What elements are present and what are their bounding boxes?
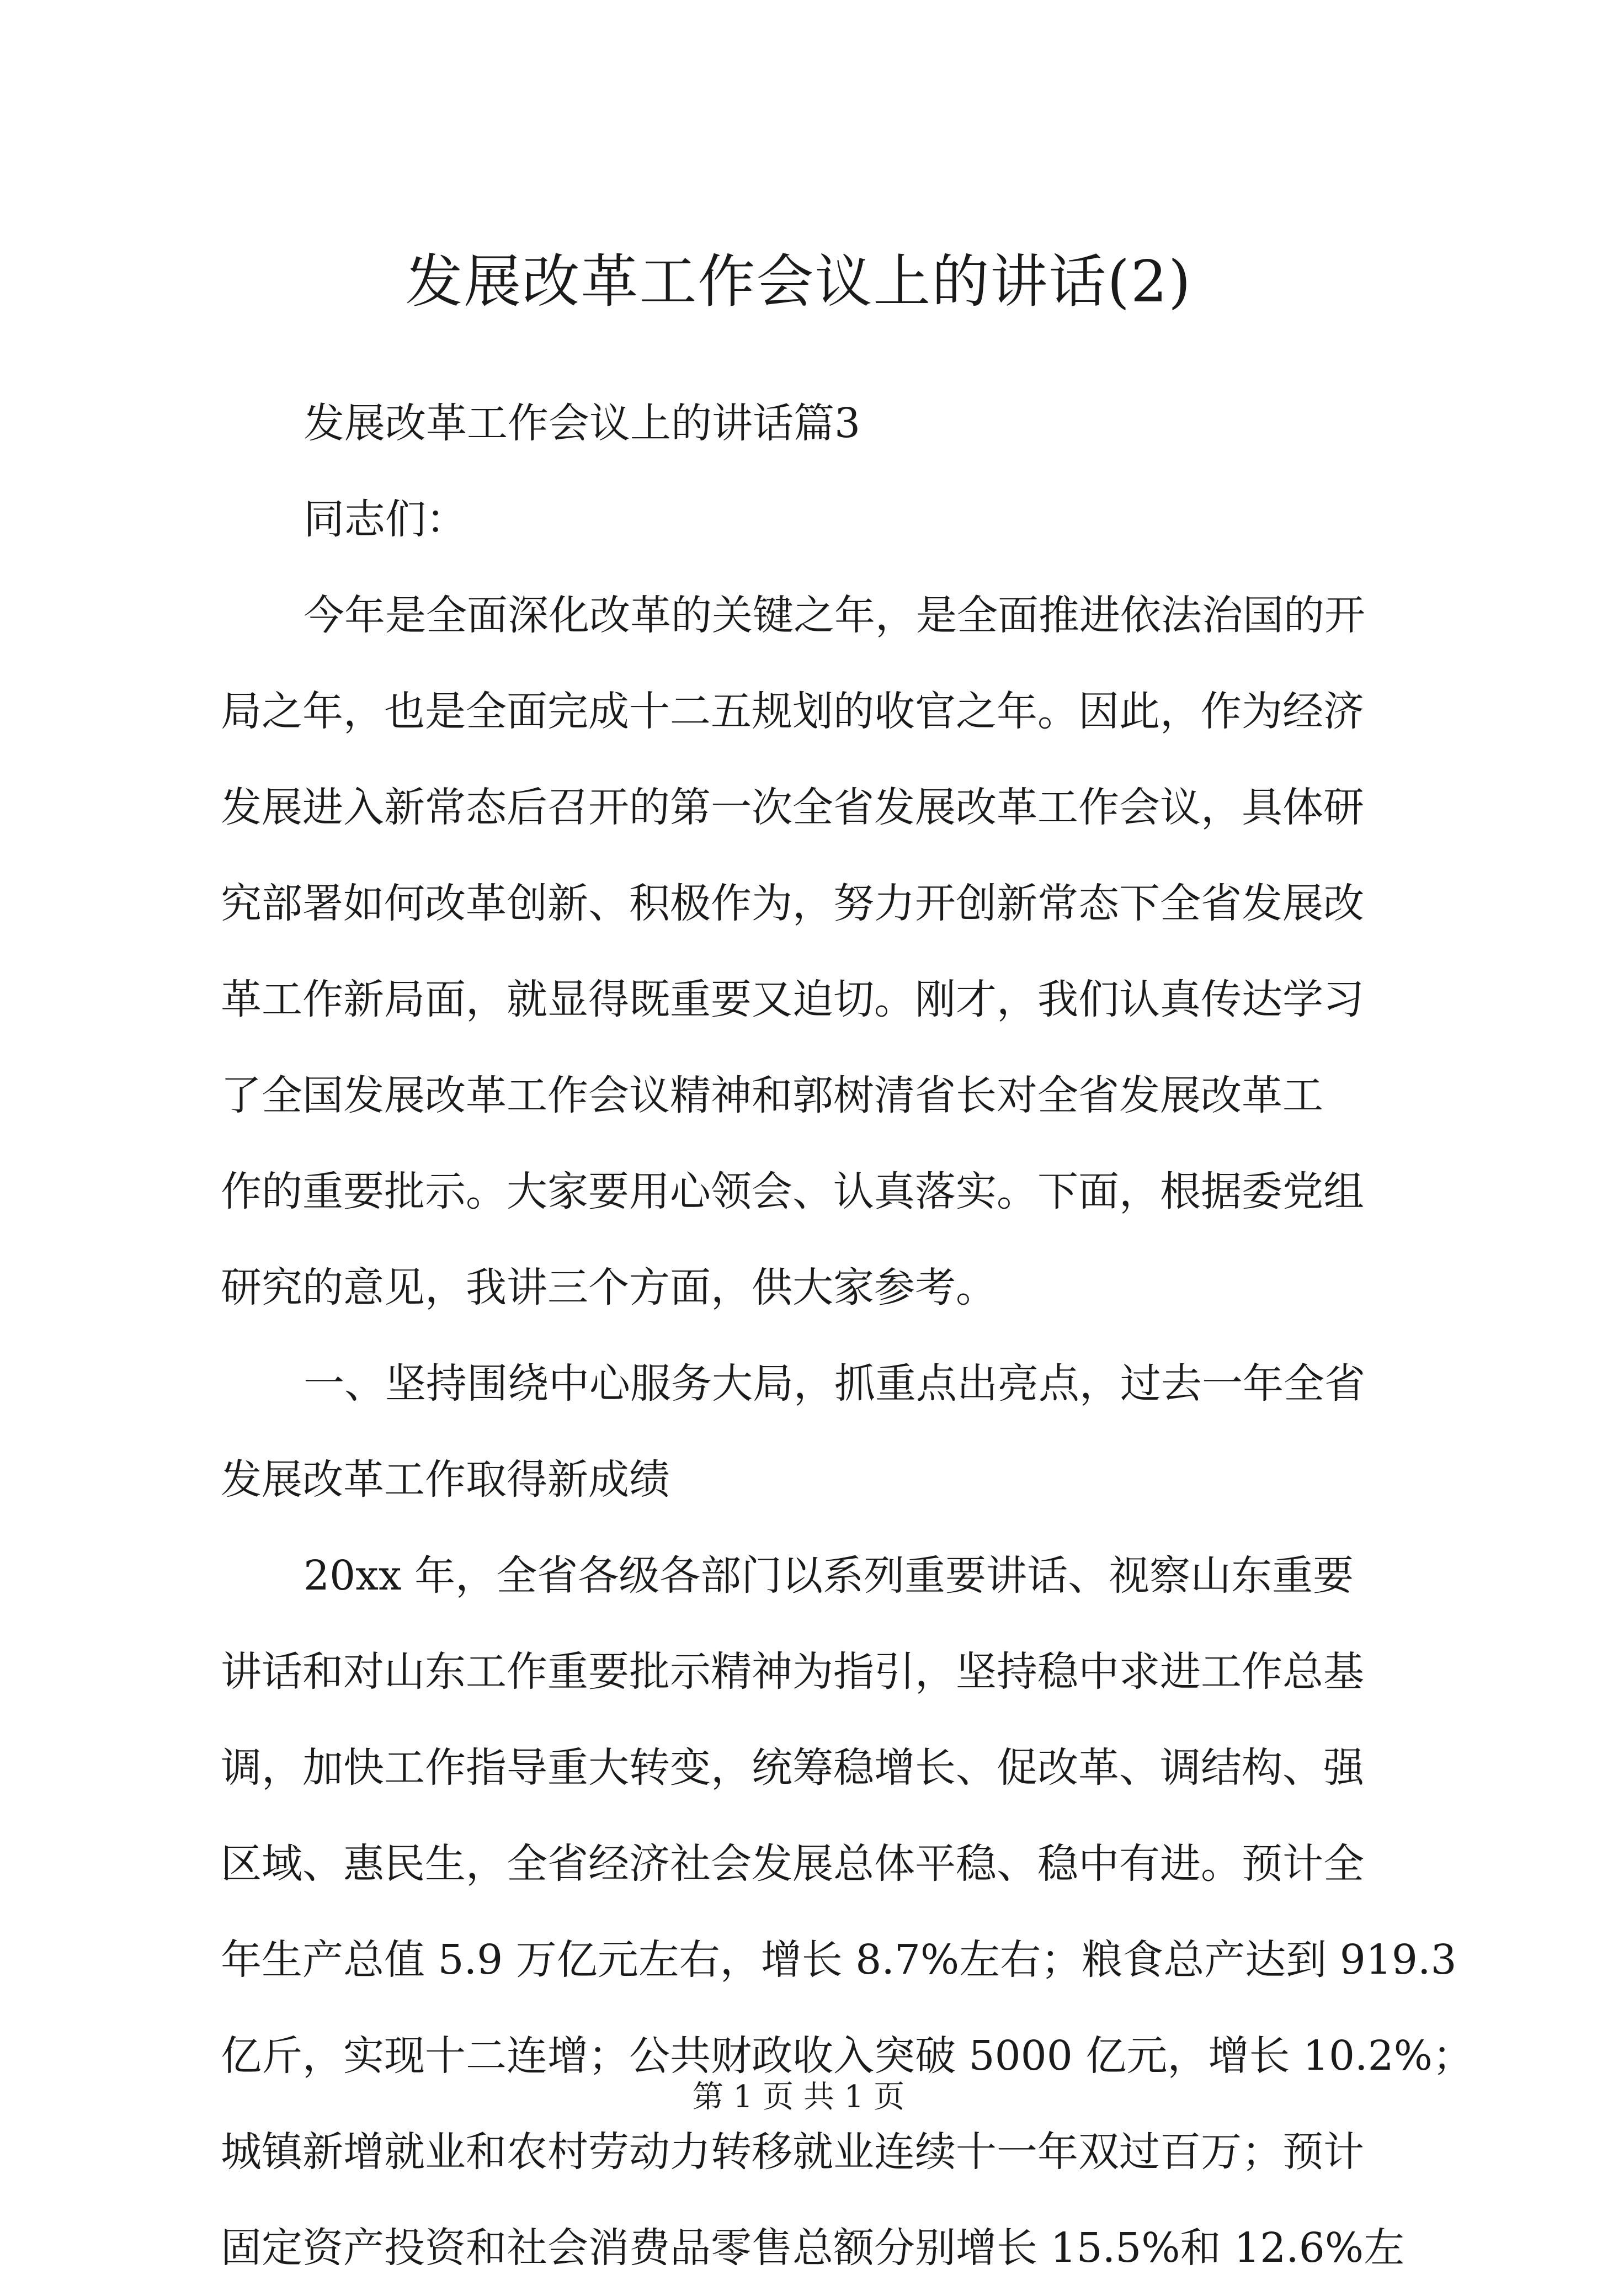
paragraph-line: 区域、惠民生，全省经济社会发展总体平稳、稳中有进。预计全 bbox=[221, 1840, 1364, 1888]
salutation-line: 同志们： bbox=[304, 496, 467, 543]
paragraph-line: 局之年，也是全面完成十二五规划的收官之年。因此，作为经济 bbox=[221, 688, 1364, 735]
paragraph-line: 20xx 年，全省各级各部门以系列重要讲话、视察山东重要 bbox=[304, 1552, 1354, 1599]
paragraph-line: 固定资产投资和社会消费品零售总额分别增长 15.5%和 12.6%左 bbox=[221, 2224, 1405, 2272]
section-heading-line: 一、坚持围绕中心服务大局，抓重点出亮点，过去一年全省 bbox=[304, 1360, 1365, 1407]
paragraph-line: 研究的意见，我讲三个方面，供大家参考。 bbox=[221, 1264, 997, 1311]
paragraph-line: 年生产总值 5.9 万亿元左右，增长 8.7%左右；粮食总产达到 919.3 bbox=[221, 1936, 1457, 1984]
paragraph-line: 讲话和对山东工作重要批示精神为指引，坚持稳中求进工作总基 bbox=[221, 1648, 1364, 1696]
subtitle-line: 发展改革工作会议上的讲话篇3 bbox=[304, 400, 861, 447]
paragraph-line: 今年是全面深化改革的关键之年，是全面推进依法治国的开 bbox=[304, 592, 1365, 639]
paragraph-line: 调，加快工作指导重大转变，统筹稳增长、促改革、调结构、强 bbox=[221, 1744, 1364, 1792]
document-body bbox=[221, 375, 1473, 2296]
paragraph-line: 究部署如何改革创新、积极作为，努力开创新常态下全省发展改 bbox=[221, 880, 1364, 927]
document-title: 发展改革工作会议上的讲话(2) bbox=[405, 248, 1192, 315]
paragraph-line: 了全国发展改革工作会议精神和郭树清省长对全省发展改革工 bbox=[221, 1072, 1323, 1119]
paragraph-line: 发展进入新常态后召开的第一次全省发展改革工作会议，具体研 bbox=[221, 784, 1364, 831]
section-heading-line: 发展改革工作取得新成绩 bbox=[221, 1456, 670, 1503]
paragraph-line: 城镇新增就业和农村劳动力转移就业连续十一年双过百万；预计 bbox=[221, 2128, 1364, 2176]
paragraph-line: 亿斤，实现十二连增；公共财政收入突破 5000 亿元，增长 10.2%； bbox=[221, 2032, 1473, 2080]
paragraph-line: 革工作新局面，就显得既重要又迫切。刚才，我们认真传达学习 bbox=[221, 976, 1364, 1023]
paragraph-line: 作的重要批示。大家要用心领会、认真落实。下面，根据委党组 bbox=[221, 1168, 1364, 1215]
page-footer: 第 1 页 共 1 页 bbox=[692, 2079, 905, 2115]
